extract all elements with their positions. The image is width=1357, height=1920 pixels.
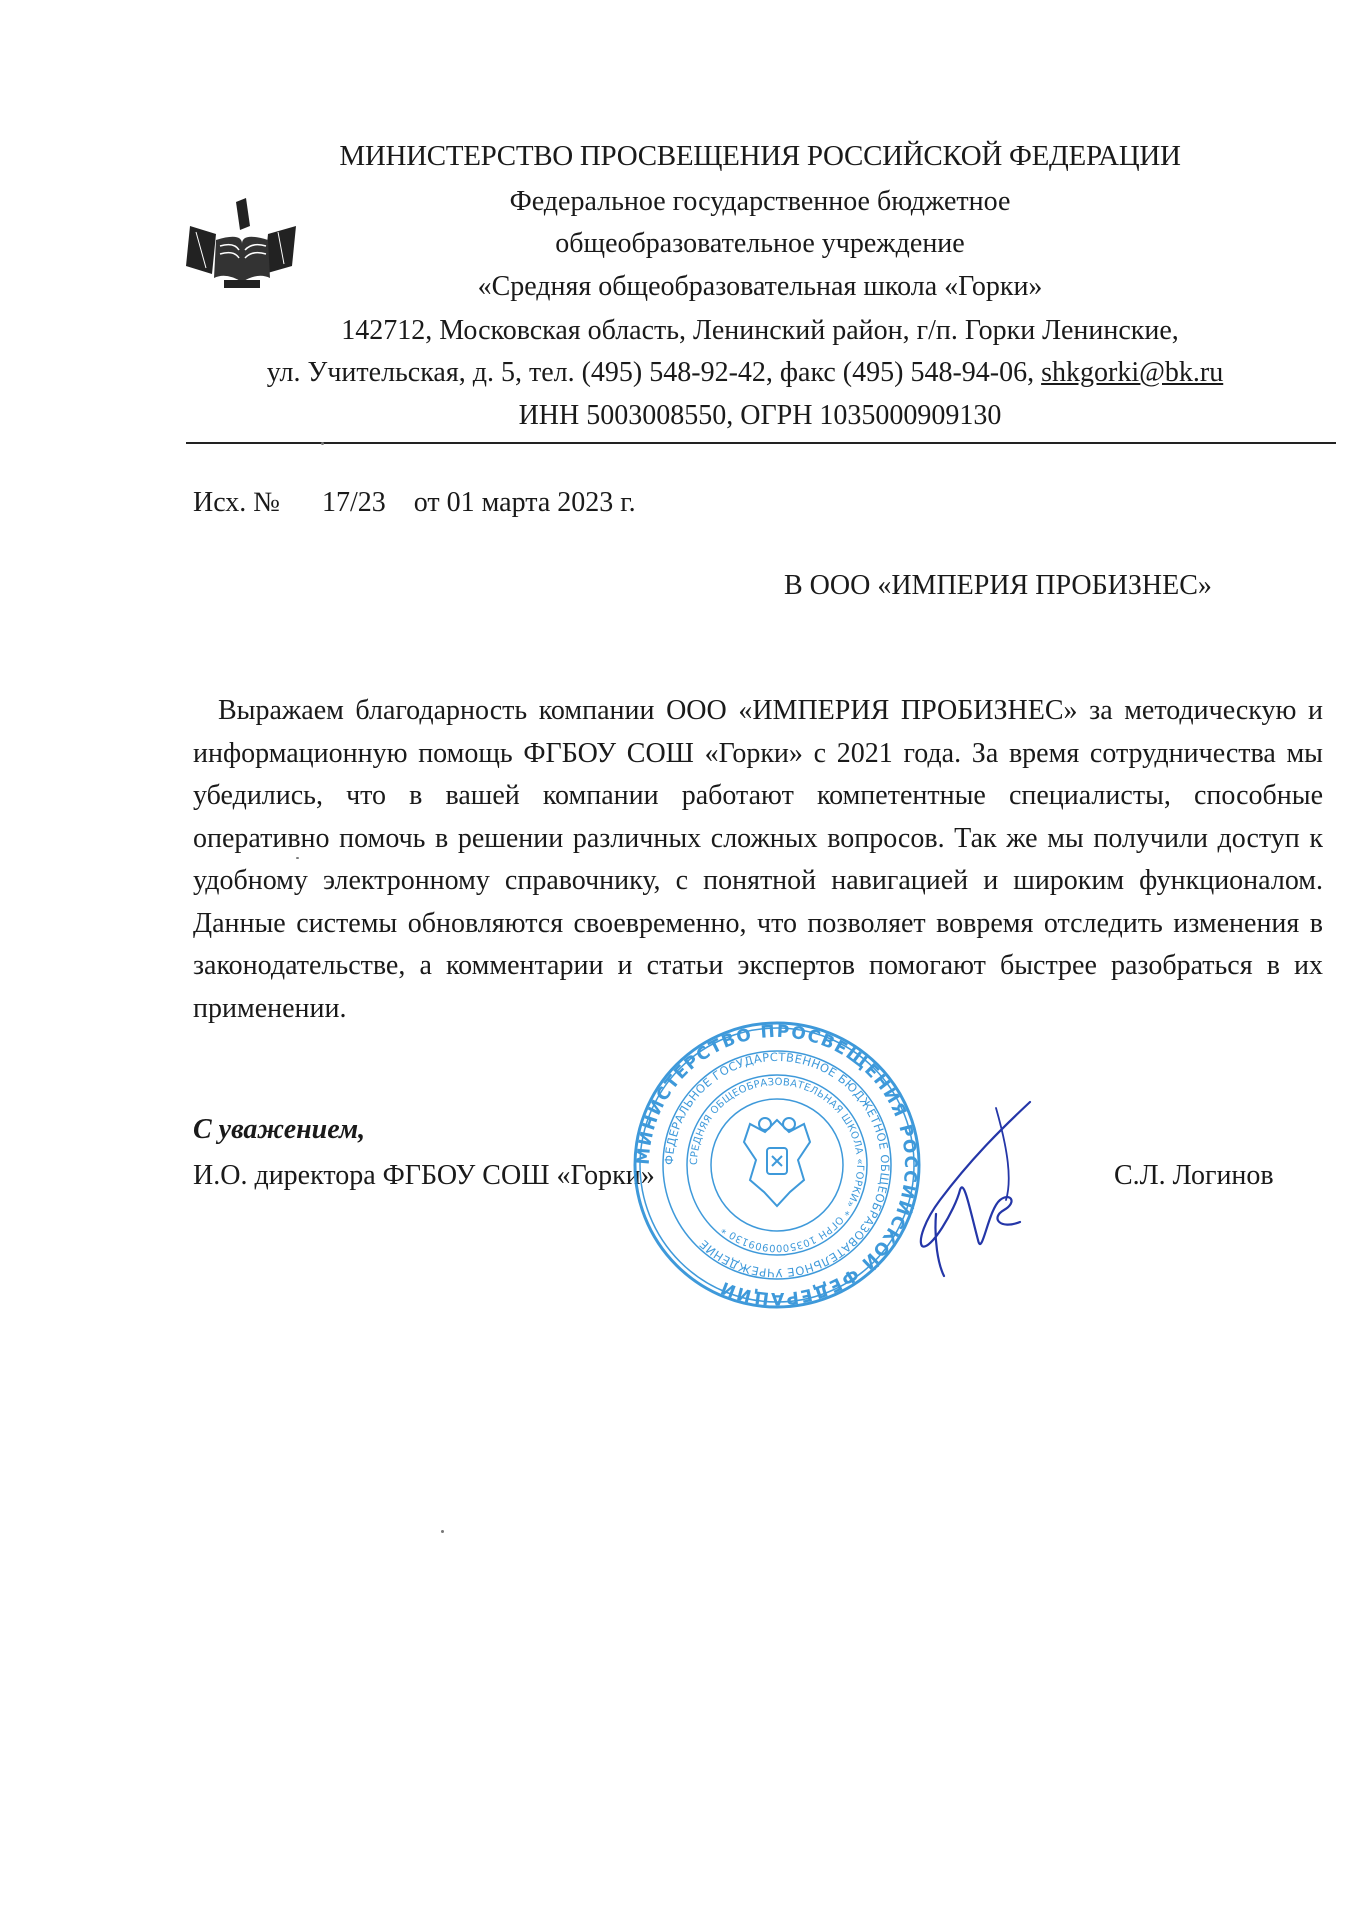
ministry-name: МИНИСТЕРСТВО ПРОСВЕЩЕНИЯ РОССИЙСКОЙ ФЕДЕРАЦИИ xyxy=(339,140,1181,172)
stamp-outer-text: МИНИСТЕРСТВО ПРОСВЕЩЕНИЯ РОССИЙСКОЙ ФЕДЕРАЦИИ xyxy=(633,1021,921,1309)
handwritten-signature xyxy=(900,1090,1080,1280)
closing-phrase: С уважением, xyxy=(193,1114,366,1145)
svg-text:СРЕДНЯЯ ОБЩЕОБРАЗОВАТЕЛЬНАЯ ШК xyxy=(689,1077,865,1253)
address-line-1: 142712, Московская область, Ленинский район, г/п. Горки Ленинские, xyxy=(341,315,1179,346)
body-paragraph: Выражаем благодарность компании ООО «ИМПЕРИЯ ПРОБИЗНЕС» за методическую и информационную помощь ФГБОУ СОШ «Горки» с 2021 года. За время сотрудничества мы убедились, что в вашей компании работают компетентные специалисты, способные оперативно помочь в решении различных сложных вопросов. Так же мы получили доступ к удобному электронному справочнику, с понятной навигацией и широким функционалом. Данные системы обновляются своевременно, что позволяет вовремя отследить изменения в законодательстве, а комментарии и статьи экспертов помогают быстрее разобраться в их применении. xyxy=(193,695,1323,1024)
address-line-2 xyxy=(140,357,1350,389)
scan-speck xyxy=(441,1530,444,1533)
stamp-inner-text: СРЕДНЯЯ ОБЩЕОБРАЗОВАТЕЛЬНАЯ ШКОЛА «ГОРКИ» * ОГРН 1035000909130 * xyxy=(688,1076,866,1254)
org-type-line-2: общеобразовательное учреждение xyxy=(555,228,965,259)
school-name: «Средняя общеобразовательная школа «Горки» xyxy=(477,271,1043,302)
letter-body xyxy=(193,690,1323,1030)
scan-speck xyxy=(296,857,299,859)
signatory-title: И.О. директора ФГБОУ СОШ «Горки» xyxy=(193,1160,655,1191)
signatory-name: С.Л. Логинов xyxy=(1114,1160,1274,1191)
org-type-line-1: Федеральное государственное бюджетное xyxy=(509,186,1011,217)
address-contacts: ул. Учительская, д. 5, тел. (495) 548-92-42, факс (495) 548-94-06, xyxy=(266,357,1042,388)
outgoing-label: Исх. № xyxy=(193,487,280,518)
outgoing-reference xyxy=(193,487,636,519)
coat-of-arms-icon xyxy=(744,1118,810,1206)
outgoing-number: 17/23 xyxy=(322,487,386,518)
outgoing-date: от 01 марта 2023 г. xyxy=(413,487,636,518)
letterhead-divider xyxy=(186,442,1336,444)
email-link[interactable]: shkgorki@bk.ru xyxy=(1041,357,1224,388)
inn-ogrn: ИНН 5003008550, ОГРН 1035000909130 xyxy=(518,400,1002,431)
stamp-middle-text: ФЕДЕРАЛЬНОЕ ГОСУДАРСТВЕННОЕ БЮДЖЕТНОЕ ОБЩЕОБРАЗОВАТЕЛЬНОЕ УЧРЕЖДЕНИЕ xyxy=(661,1049,893,1281)
official-stamp xyxy=(632,1020,922,1310)
addressee: В ООО «ИМПЕРИЯ ПРОБИЗНЕС» xyxy=(784,570,1212,601)
scan-speck xyxy=(321,442,324,445)
